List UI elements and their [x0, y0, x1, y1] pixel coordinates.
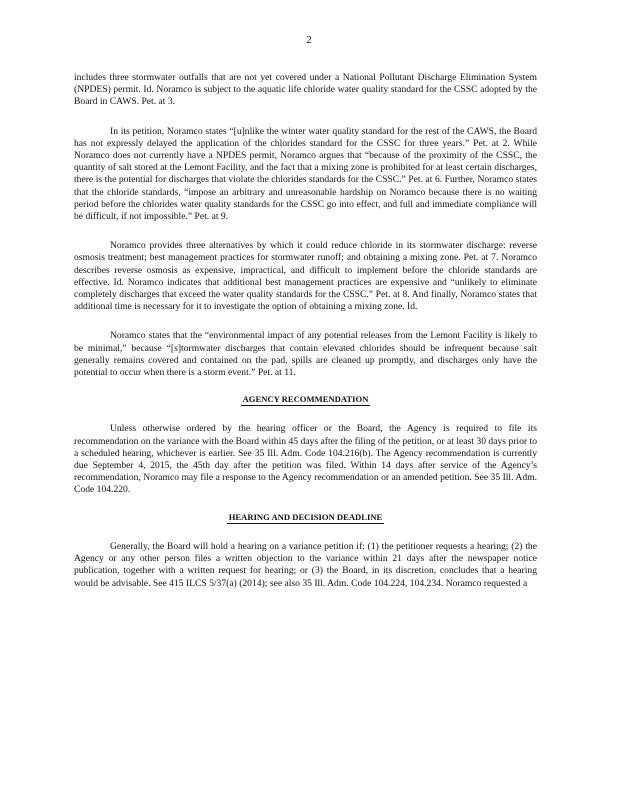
paragraph-agency-recommendation: Unless otherwise ordered by the hearing officer or the Board, the Agency is required to file its recommendation on the variance with the Board within 45 days after the filing of the petition, or at least 30 days prior to a scheduled hearing, whichever is earlier. See 35 Ill. Adm. Code 104.216(b). The Agency recommendation is currently due September 4, 2015, the 45th day after the petition was filed. Within 14 days after service of the Agency’s recommendation, Noramco may file a response to the Agency recommendation or an amended petition. See 35 Ill. Adm. Code 104.220. [74, 423, 537, 496]
paragraph-petition-statements: In its petition, Noramco states “[u]nlike the winter water quality standard for the rest of the CAWS, the Board has not expressly delayed the application of the chlorides standard for the CSSC for three years.” Pet. at 2. While Noramco does not currently have a NPDES permit, Noramco argues that “because of the proximity of the CSSC, the quantity of salt stored at the Lemont Facility, and the fact that a mixing zone is prohibited for at least certain discharges, there is the potential for discharges that violate the chlorides standards for the CSSC.” Pet. at 6. Further, Noramco states that the chloride standards, “impose an arbitrary and unreasonable hardship on Noramco because there is no waiting period before the chlorides water quality standards for the CSSC go into effect, and full and immediate compliance will be difficult, if not impossible.” Pet. at 9. [74, 125, 537, 223]
body-text [74, 72, 537, 607]
paragraph-environmental-impact: Noramco states that the “environmental impact of any potential releases from the Lemont Facility is likely to be minimal,” because “[s]tormwater discharges that contain elevated chlorides should be infrequent because salt generally remains covered and contained on the pad, spills are cleaned up promptly, and discharges only have the potential to occur when there is a storm event.” Pet. at 11. [74, 330, 537, 379]
section-heading-agency-recommendation: AGENCY RECOMMENDATION [242, 394, 369, 405]
paragraph-facility-outfalls: includes three stormwater outfalls that are not yet covered under a National Pollutant Discharge Elimination System (NPDES) permit. Id. Noramco is subject to the aquatic life chloride water quality standard for the CSSC adopted by the Board in CAWS. Pet. at 3. [74, 72, 537, 108]
page-number: 2 [306, 34, 312, 46]
section-heading-hearing-deadline: HEARING AND DECISION DEADLINE [228, 511, 383, 522]
paragraph-hearing-conditions: Generally, the Board will hold a hearing on a variance petition if: (1) the petitioner requests a hearing; (2) the Agency or any other person files a written objection to the variance within 21 days after the newspaper notice publication, together with a written request for hearing; or (3) the Board, in its discretion, concludes that a hearing would be advisable. See 415 ILCS 5/37(a) (2014); see also 35 Ill. Adm. Code 104.224, 104.234. Noramco requested a [74, 540, 537, 589]
paragraph-compliance-alternatives: Noramco provides three alternatives by which it could reduce chloride in its stormwater discharge: reverse osmosis treatment; best management practices for stormwater runoff; and obtaining a mixing zone. Pet. at 7. Noramco describes reverse osmosis as expensive, impractical, and difficult to implement before the chloride standards are effective. Id. Noramco indicates that additional best management practices are expensive and “unlikely to eliminate completely discharges that exceed the water quality standards for the CSSC.” Pet. at 8. And finally, Noramco states that additional time is necessary for it to investigate the option of obtaining a mixing zone. Id. [74, 240, 537, 313]
